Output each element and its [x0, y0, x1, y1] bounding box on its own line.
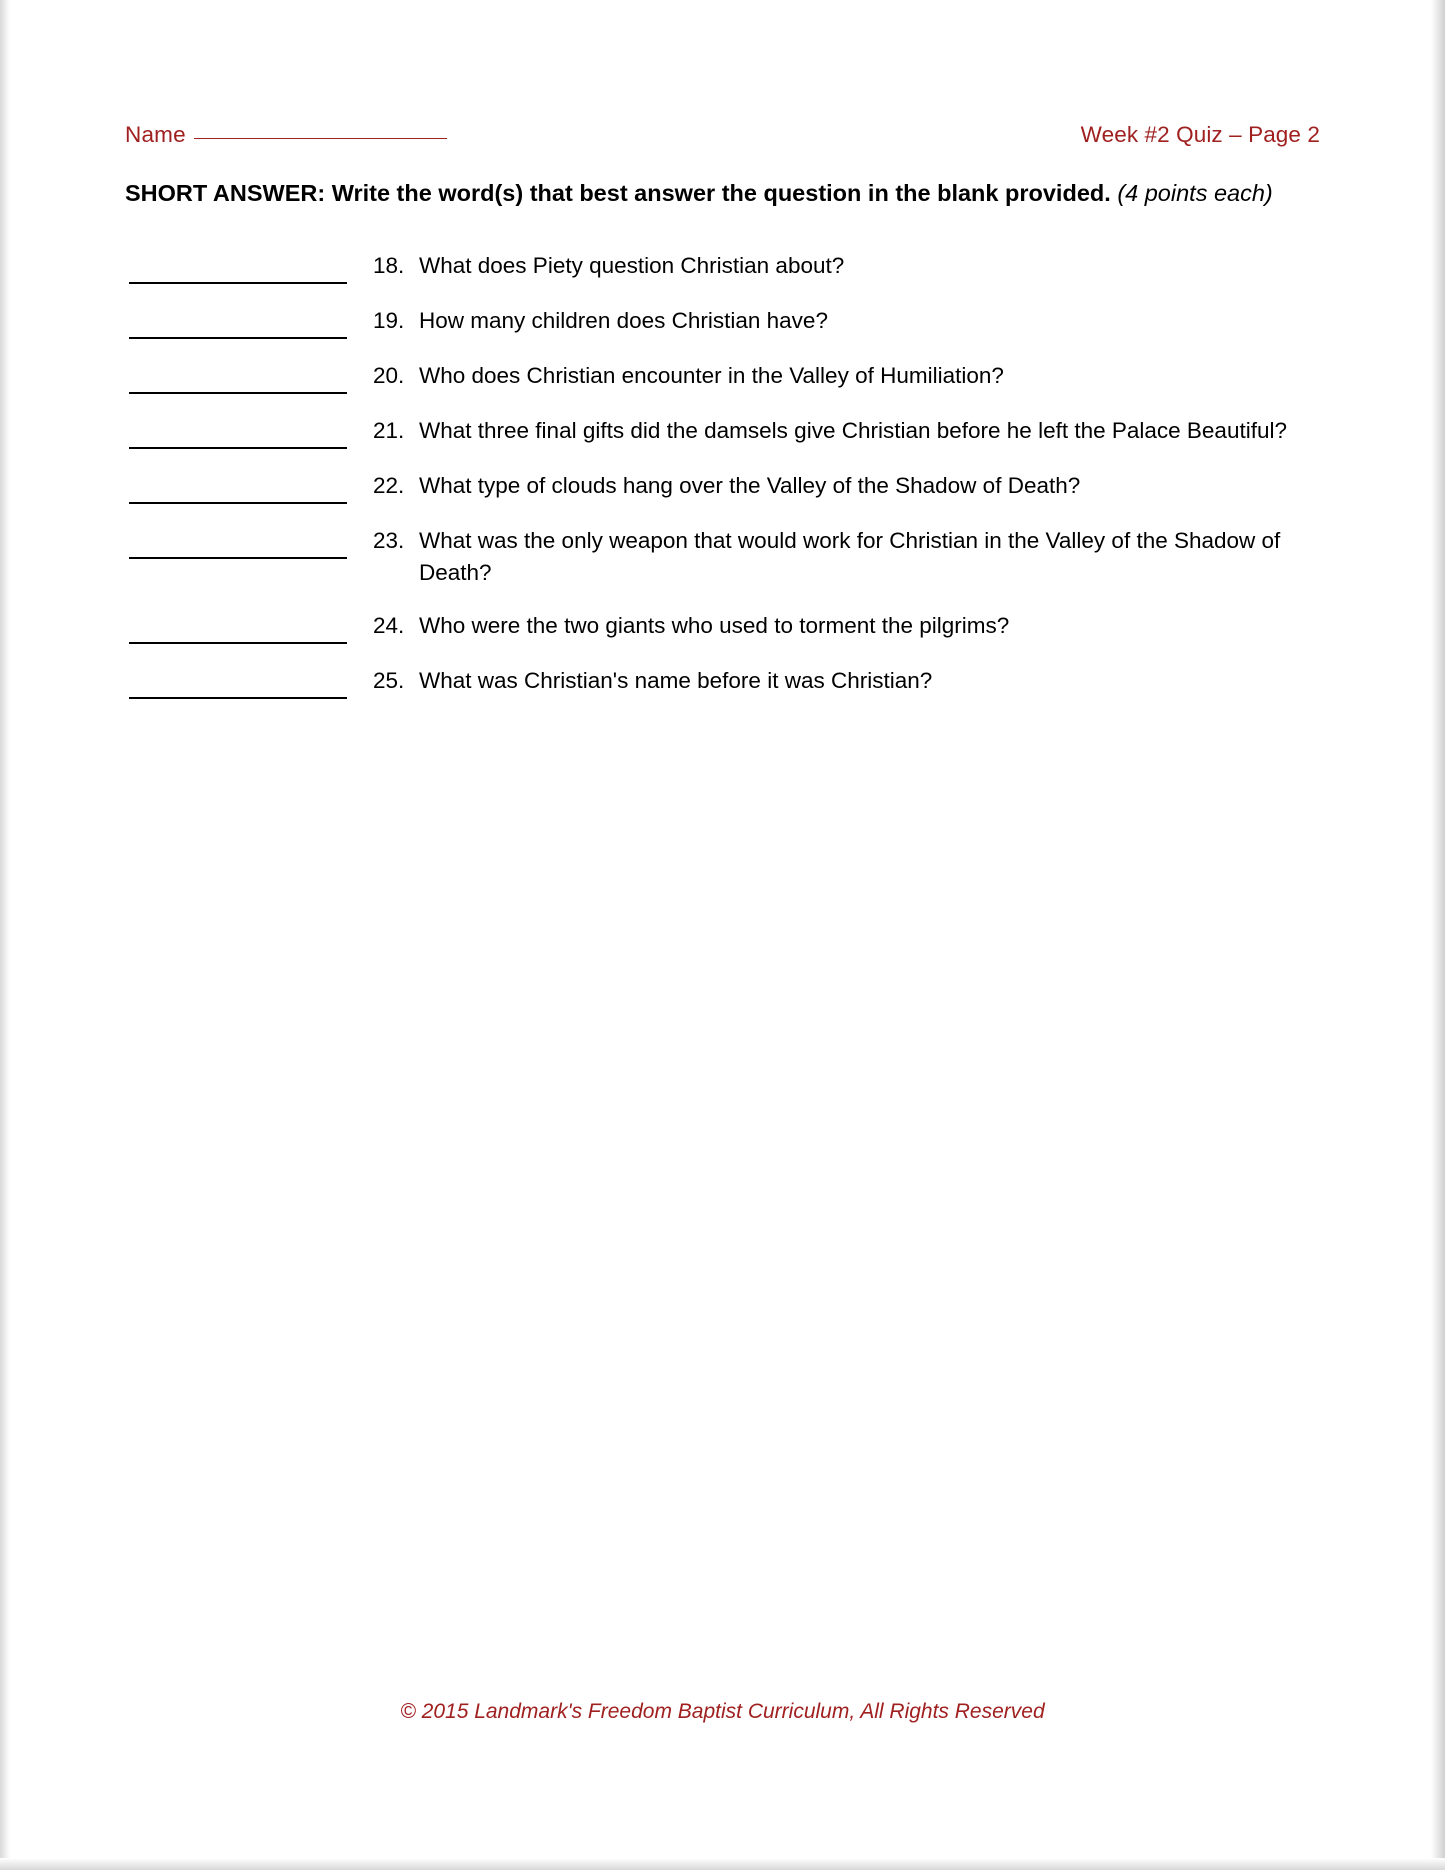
section-instructions — [125, 178, 1311, 210]
question-text: What three final gifts did the damsels give Christian before he left the Palace Beautiful? — [419, 418, 1287, 443]
question-item — [125, 305, 1320, 339]
quiz-page-info: Week #2 Quiz – Page 2 — [1080, 122, 1320, 147]
question-number: 21. — [373, 418, 405, 443]
question-number: 23. — [373, 528, 405, 553]
question-item — [125, 250, 1320, 284]
instructions-bold: SHORT ANSWER: Write the word(s) that best answer the question in the blank provided. — [125, 180, 1111, 206]
question-number: 24. — [373, 612, 405, 638]
answer-blank-22[interactable] — [129, 470, 347, 504]
page-header — [125, 122, 1320, 148]
question-item — [125, 360, 1320, 394]
page-content — [125, 0, 1320, 1870]
answer-blank-19[interactable] — [129, 305, 347, 339]
question-number: 20. — [373, 363, 405, 388]
name-label: Name — [125, 122, 186, 147]
question-item — [125, 610, 1320, 644]
question-text: Who were the two giants who used to torment the pilgrims? — [419, 612, 1010, 638]
question-number: 22. — [373, 473, 405, 498]
answer-blank-25[interactable] — [129, 665, 347, 699]
question-number: 25. — [373, 667, 405, 693]
question-number: 19. — [373, 308, 405, 333]
question-item — [125, 525, 1320, 589]
instructions-italic: (4 points each) — [1117, 180, 1273, 206]
name-field-group — [125, 122, 447, 148]
name-write-in-blank[interactable] — [194, 138, 447, 139]
question-number: 18. — [373, 253, 405, 278]
page-edge-shadow-right — [1431, 0, 1445, 1870]
short-answer-question-list — [125, 250, 1320, 720]
answer-blank-24[interactable] — [129, 610, 347, 644]
answer-blank-23[interactable] — [129, 525, 347, 559]
question-item — [125, 415, 1320, 449]
answer-blank-18[interactable] — [129, 250, 347, 284]
question-text: What does Piety question Christian about? — [419, 253, 845, 278]
page-footer-copyright: © 2015 Landmark's Freedom Baptist Curriculum, All Rights Reserved — [400, 1700, 1045, 1723]
question-text: How many children does Christian have? — [419, 308, 828, 333]
question-text: What was the only weapon that would work for Christian in the Valley of the Shadow of Death? — [419, 528, 1281, 585]
answer-blank-21[interactable] — [129, 415, 347, 449]
answer-blank-20[interactable] — [129, 360, 347, 394]
page-edge-shadow-left — [0, 0, 10, 1870]
question-text: What was Christian's name before it was Christian? — [419, 667, 933, 693]
question-item — [125, 665, 1320, 699]
question-item — [125, 470, 1320, 504]
question-text: Who does Christian encounter in the Valley of Humiliation? — [419, 363, 1004, 388]
question-text: What type of clouds hang over the Valley of the Shadow of Death? — [419, 473, 1081, 498]
